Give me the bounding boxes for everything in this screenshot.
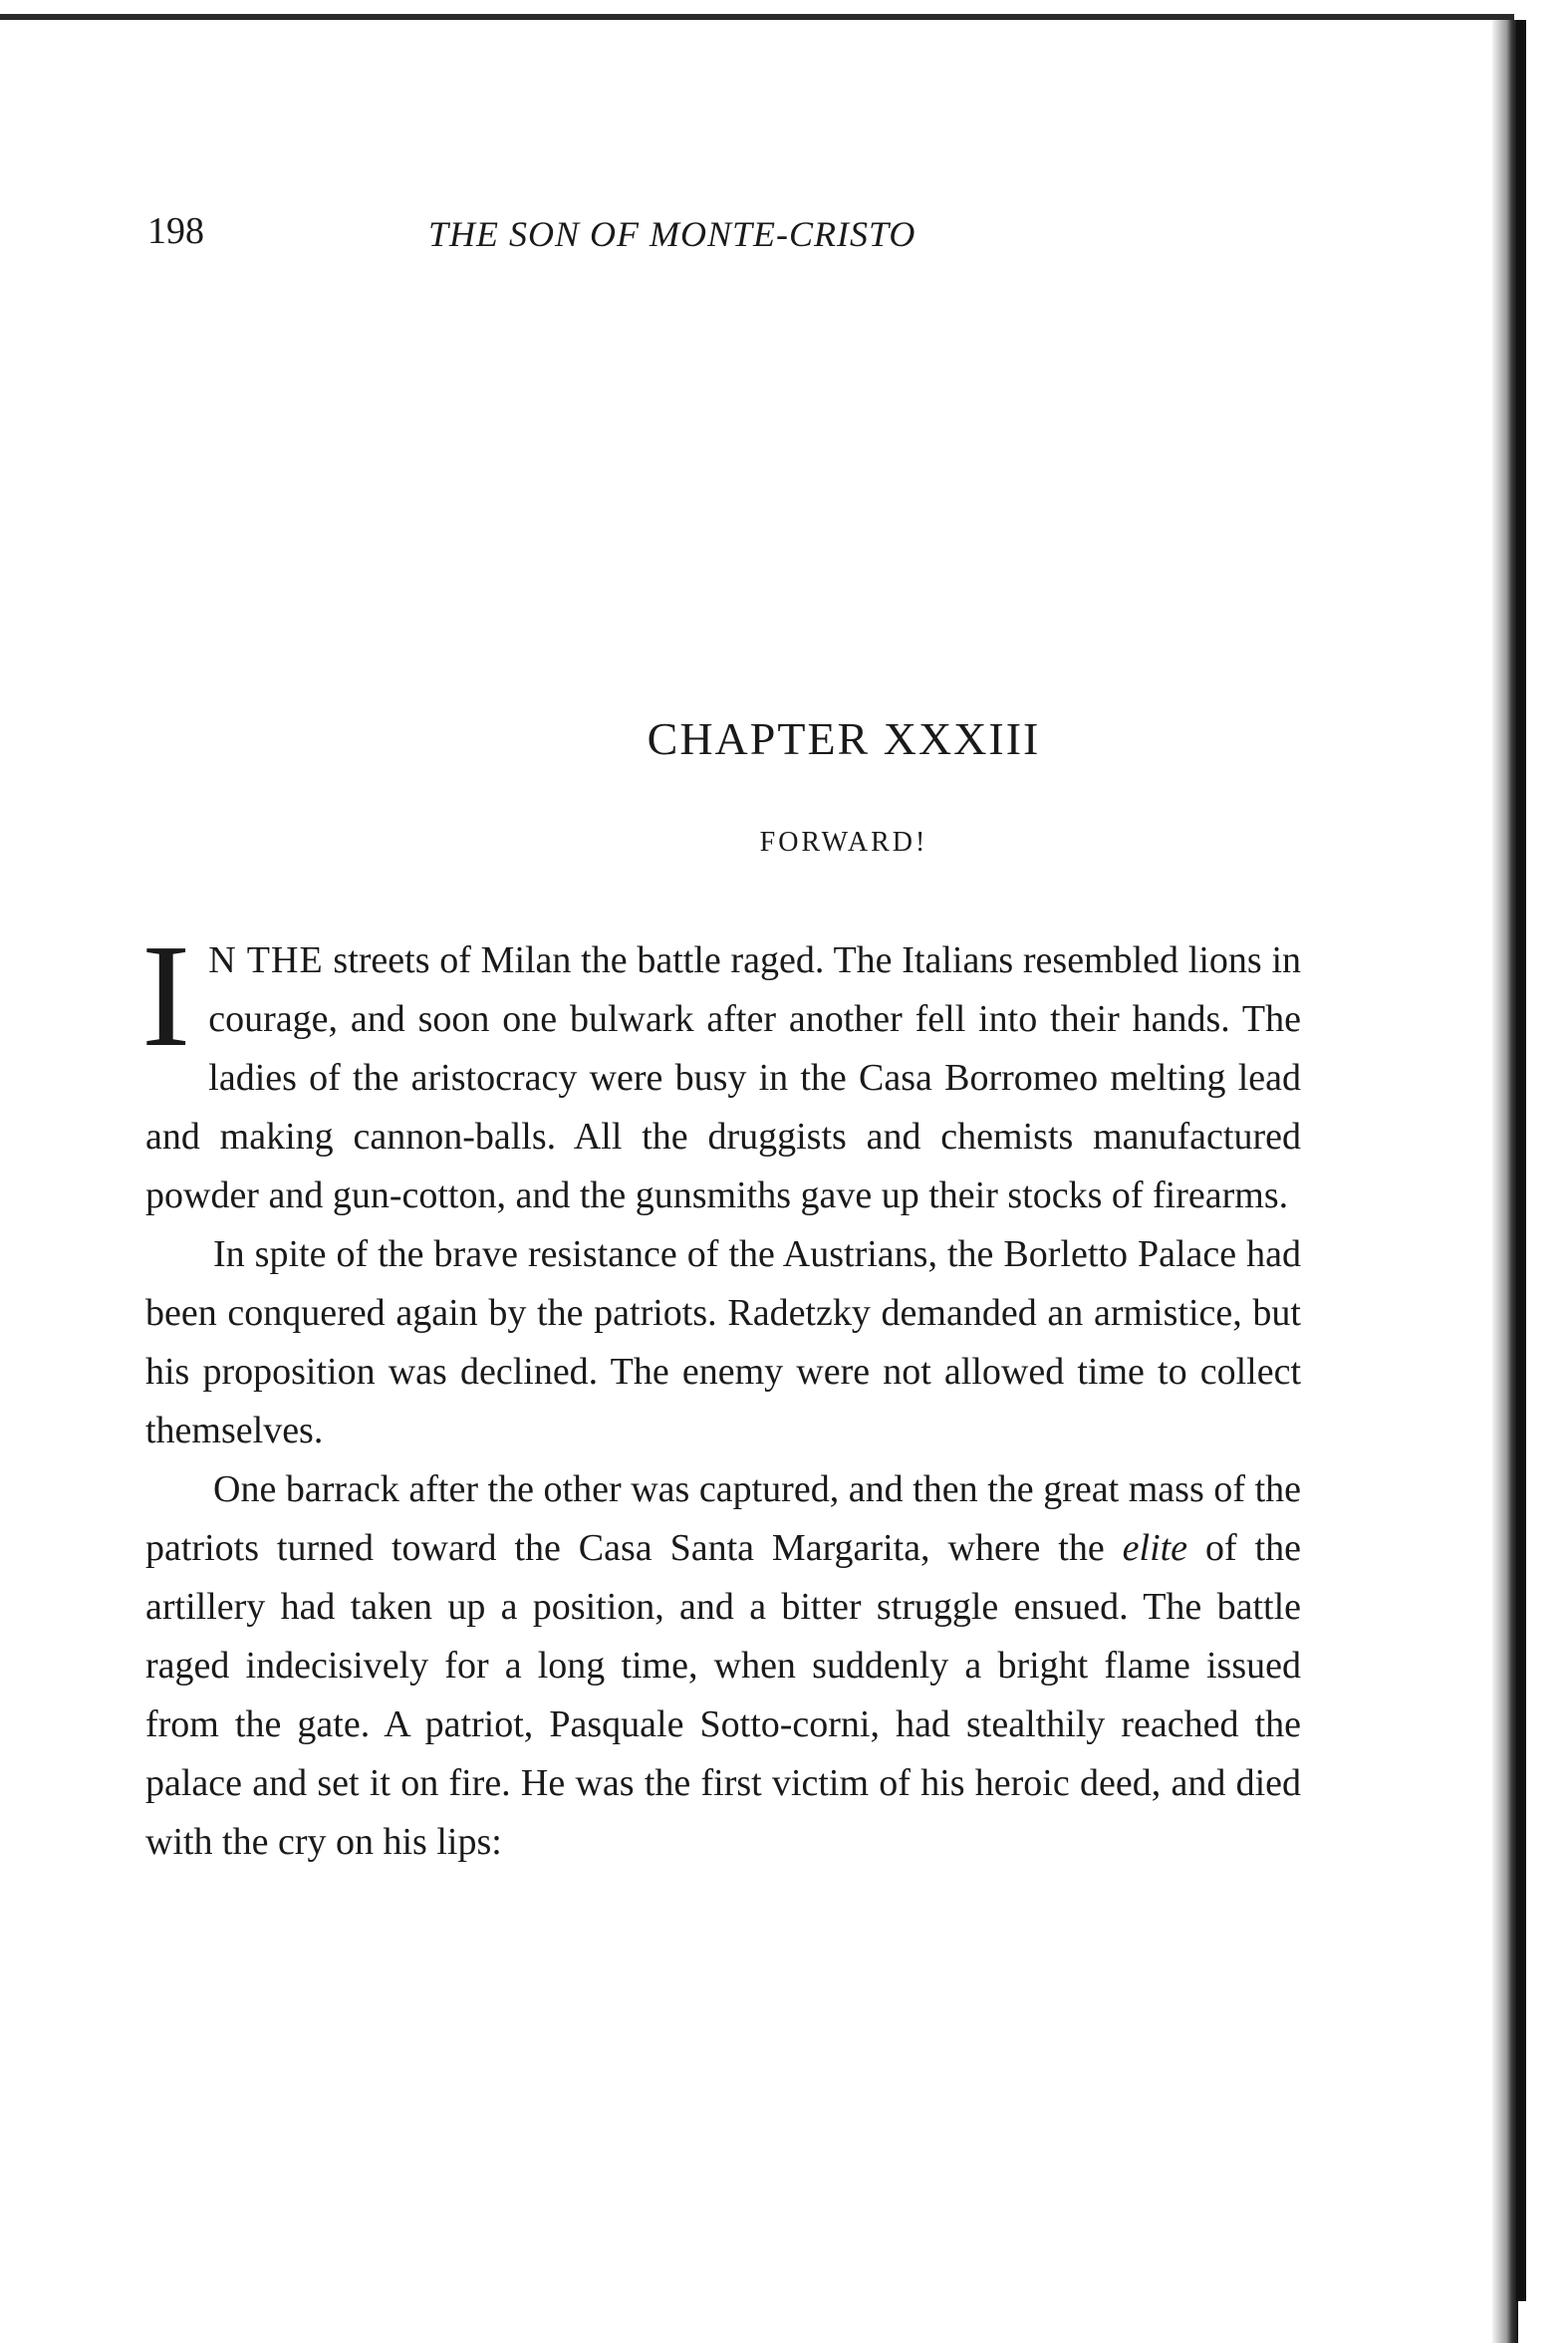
paragraph-3-text-a: One barrack after the other was captured, and then the great mass of the patriots turned toward the Casa Santa Margarita, where the <box>145 1468 1301 1569</box>
page-edge-shadow <box>1492 20 1518 2343</box>
paragraph-1-text: streets of Milan the battle raged. The Italians resembled lions in courage, and soon one bulwark after another fell into their hands. The ladies of the aristocracy were busy in the Casa Borromeo melting lead and making cannon-balls. All the druggists and chemists manufactured powder and gun-cotton, and the gunsmiths gave up their stocks of firearms. <box>145 939 1301 1216</box>
chapter-subtitle: FORWARD! <box>759 827 928 858</box>
top-rule <box>0 14 1514 20</box>
page-number: 198 <box>147 210 204 252</box>
chapter-title: CHAPTER XXXIII <box>647 713 1041 764</box>
drop-cap: I <box>141 914 191 1078</box>
paragraph-1 <box>141 914 1301 1225</box>
running-title: THE SON OF MONTE-CRISTO <box>428 214 916 254</box>
paragraph-2: In spite of the brave resistance of the Austrians, the Borletto Palace had been conquered again by the patriots. Radetzky demanded an armistice, but his proposition was declined. The enemy were not allowed time to collect themselves. <box>145 1233 1301 1451</box>
paragraph-3 <box>145 1460 1301 1872</box>
paragraph-3-text-b: of the artillery had taken up a position, and a bitter struggle ensued. The battle raged indecisively for a long time, when suddenly a bright flame issued from the gate. A patriot, Pasquale Sotto-corni, had stealthily reached the palace and set it on fire. He was the first victim of his heroic deed, and died with the cry on his lips: <box>145 1527 1302 1863</box>
page-edge <box>1516 20 1526 2301</box>
lead-in: N THE <box>208 939 324 981</box>
emphasis-elite: elite <box>1122 1527 1188 1569</box>
body-text <box>141 914 1302 1872</box>
